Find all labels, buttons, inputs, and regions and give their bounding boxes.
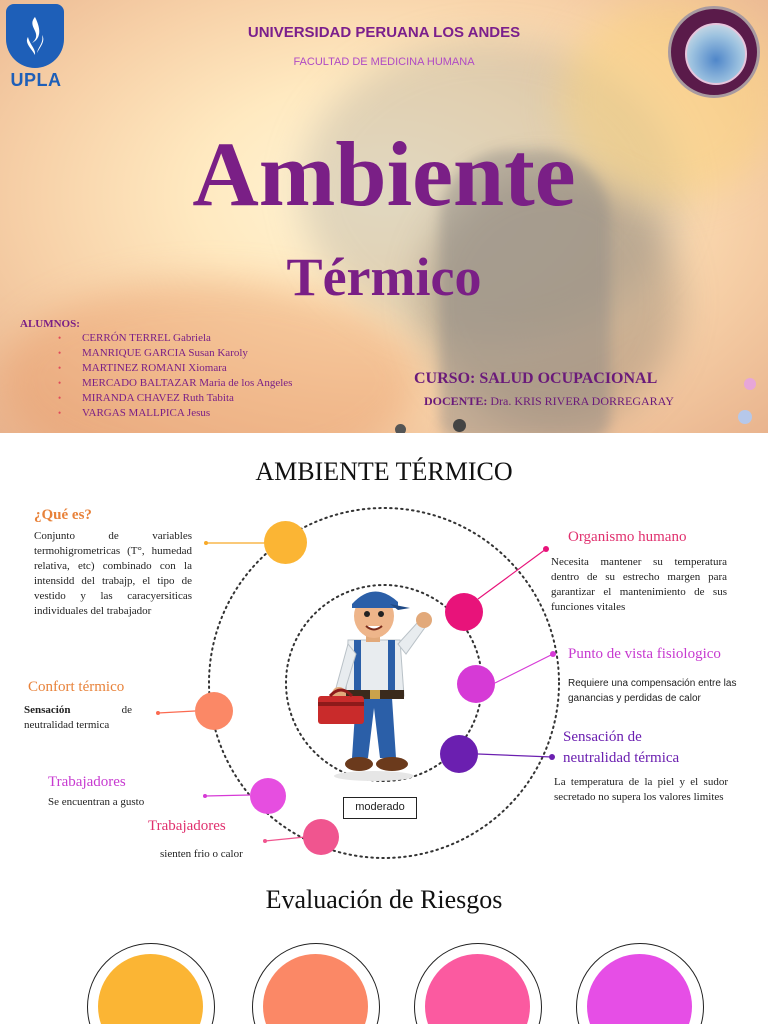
teacher-label: DOCENTE: (424, 394, 488, 408)
sub-title: Térmico (286, 247, 482, 307)
teacher-name: Dra. KRIS RIVERA DORREGARAY (490, 394, 674, 408)
risk-circle-fill (263, 954, 368, 1024)
student-item: • CERRÓN TERREL Gabriela (58, 331, 292, 346)
punto-vista-label: Punto de vista fisiologico (568, 646, 721, 662)
faculty-seal-icon (668, 6, 760, 98)
confort-bold: Sensación (24, 704, 71, 716)
cover-slide (0, 0, 768, 433)
orbit-dot-magenta (250, 778, 286, 814)
faculty-name: FACULTAD DE MEDICINA HUMANA (293, 56, 475, 68)
student-item: • MARTINEZ ROMANI Xiomara (58, 361, 292, 376)
infographic-slide (0, 433, 768, 1024)
orbit-dot-yellow (264, 521, 307, 564)
confort-label: Confort térmico (28, 679, 125, 695)
organismo-text: Necesita mantener su temperatura dentro de su estrecho margen para garantizar el mantenimiento de sus funciones vitales (551, 556, 727, 613)
orbit-dot-violet (440, 735, 478, 773)
orbit-dot-fuchsia (457, 665, 495, 703)
decor-dot (738, 410, 752, 424)
trabajadores-1-text: Se encuentran a gusto (48, 796, 145, 808)
decor-dot (453, 419, 466, 432)
organismo-label: Organismo humano (568, 529, 687, 545)
teacher-line (424, 394, 674, 409)
university-name: UNIVERSIDAD PERUANA LOS ANDES (247, 24, 521, 41)
punto-vista-text: Requiere una compensación entre las ganancias y perdidas de calor (568, 678, 737, 704)
seal-emblem (685, 23, 747, 85)
student-item: • MANRIQUE GARCIA Susan Karoly (58, 346, 292, 361)
orbit-dot-pink (445, 593, 483, 631)
que-es-label: ¿Qué es? (34, 507, 92, 523)
orbit-dot-salmon (195, 692, 233, 730)
risk-circle-fill (425, 954, 530, 1024)
sensacion-text: La temperatura de la piel y el sudor secretado no supera los valores limites (554, 776, 728, 803)
center-box: moderado (343, 797, 417, 819)
sensacion-label-1: Sensación de (563, 729, 642, 745)
evaluation-title: Evaluación de Riesgos (265, 885, 503, 914)
main-title: Ambiente (192, 123, 576, 225)
student-item: • VARGAS MALLPICA Jesus (58, 406, 292, 421)
course-title: CURSO: SALUD OCUPACIONAL (414, 370, 658, 387)
decor-dot (395, 424, 406, 433)
que-es-text: Conjunto de variables termohigrometricas (T°, humedad relativa, etc) combinado con la intensidd del trabajp, el tipo de vestido y las caracyersiticas individuales del trabajador (34, 530, 192, 617)
risk-circle-fill (98, 954, 203, 1024)
trabajadores-1-label: Trabajadores (48, 774, 126, 790)
decor-dot (744, 378, 756, 390)
risk-circle-fill (587, 954, 692, 1024)
students-label: ALUMNOS: (20, 318, 80, 330)
orbit-dot-hotpink (303, 819, 339, 855)
student-item: • MERCADO BALTAZAR Maria de los Angeles (58, 376, 292, 391)
upla-label: UPLA (10, 70, 62, 90)
upla-logo (6, 4, 66, 104)
sensacion-label-2: neutralidad térmica (563, 750, 680, 766)
infographic-title: AMBIENTE TÉRMICO (255, 457, 513, 486)
confort-text (24, 703, 132, 733)
student-item: • MIRANDA CHAVEZ Ruth Tabita (58, 391, 292, 406)
trabajadores-2-label: Trabajadores (148, 818, 226, 834)
worker-illustration (312, 578, 442, 783)
students-list (58, 331, 292, 421)
trabajadores-2-text: sienten frio o calor (160, 848, 243, 860)
confort-rest: de neutralidad termica (24, 704, 132, 731)
